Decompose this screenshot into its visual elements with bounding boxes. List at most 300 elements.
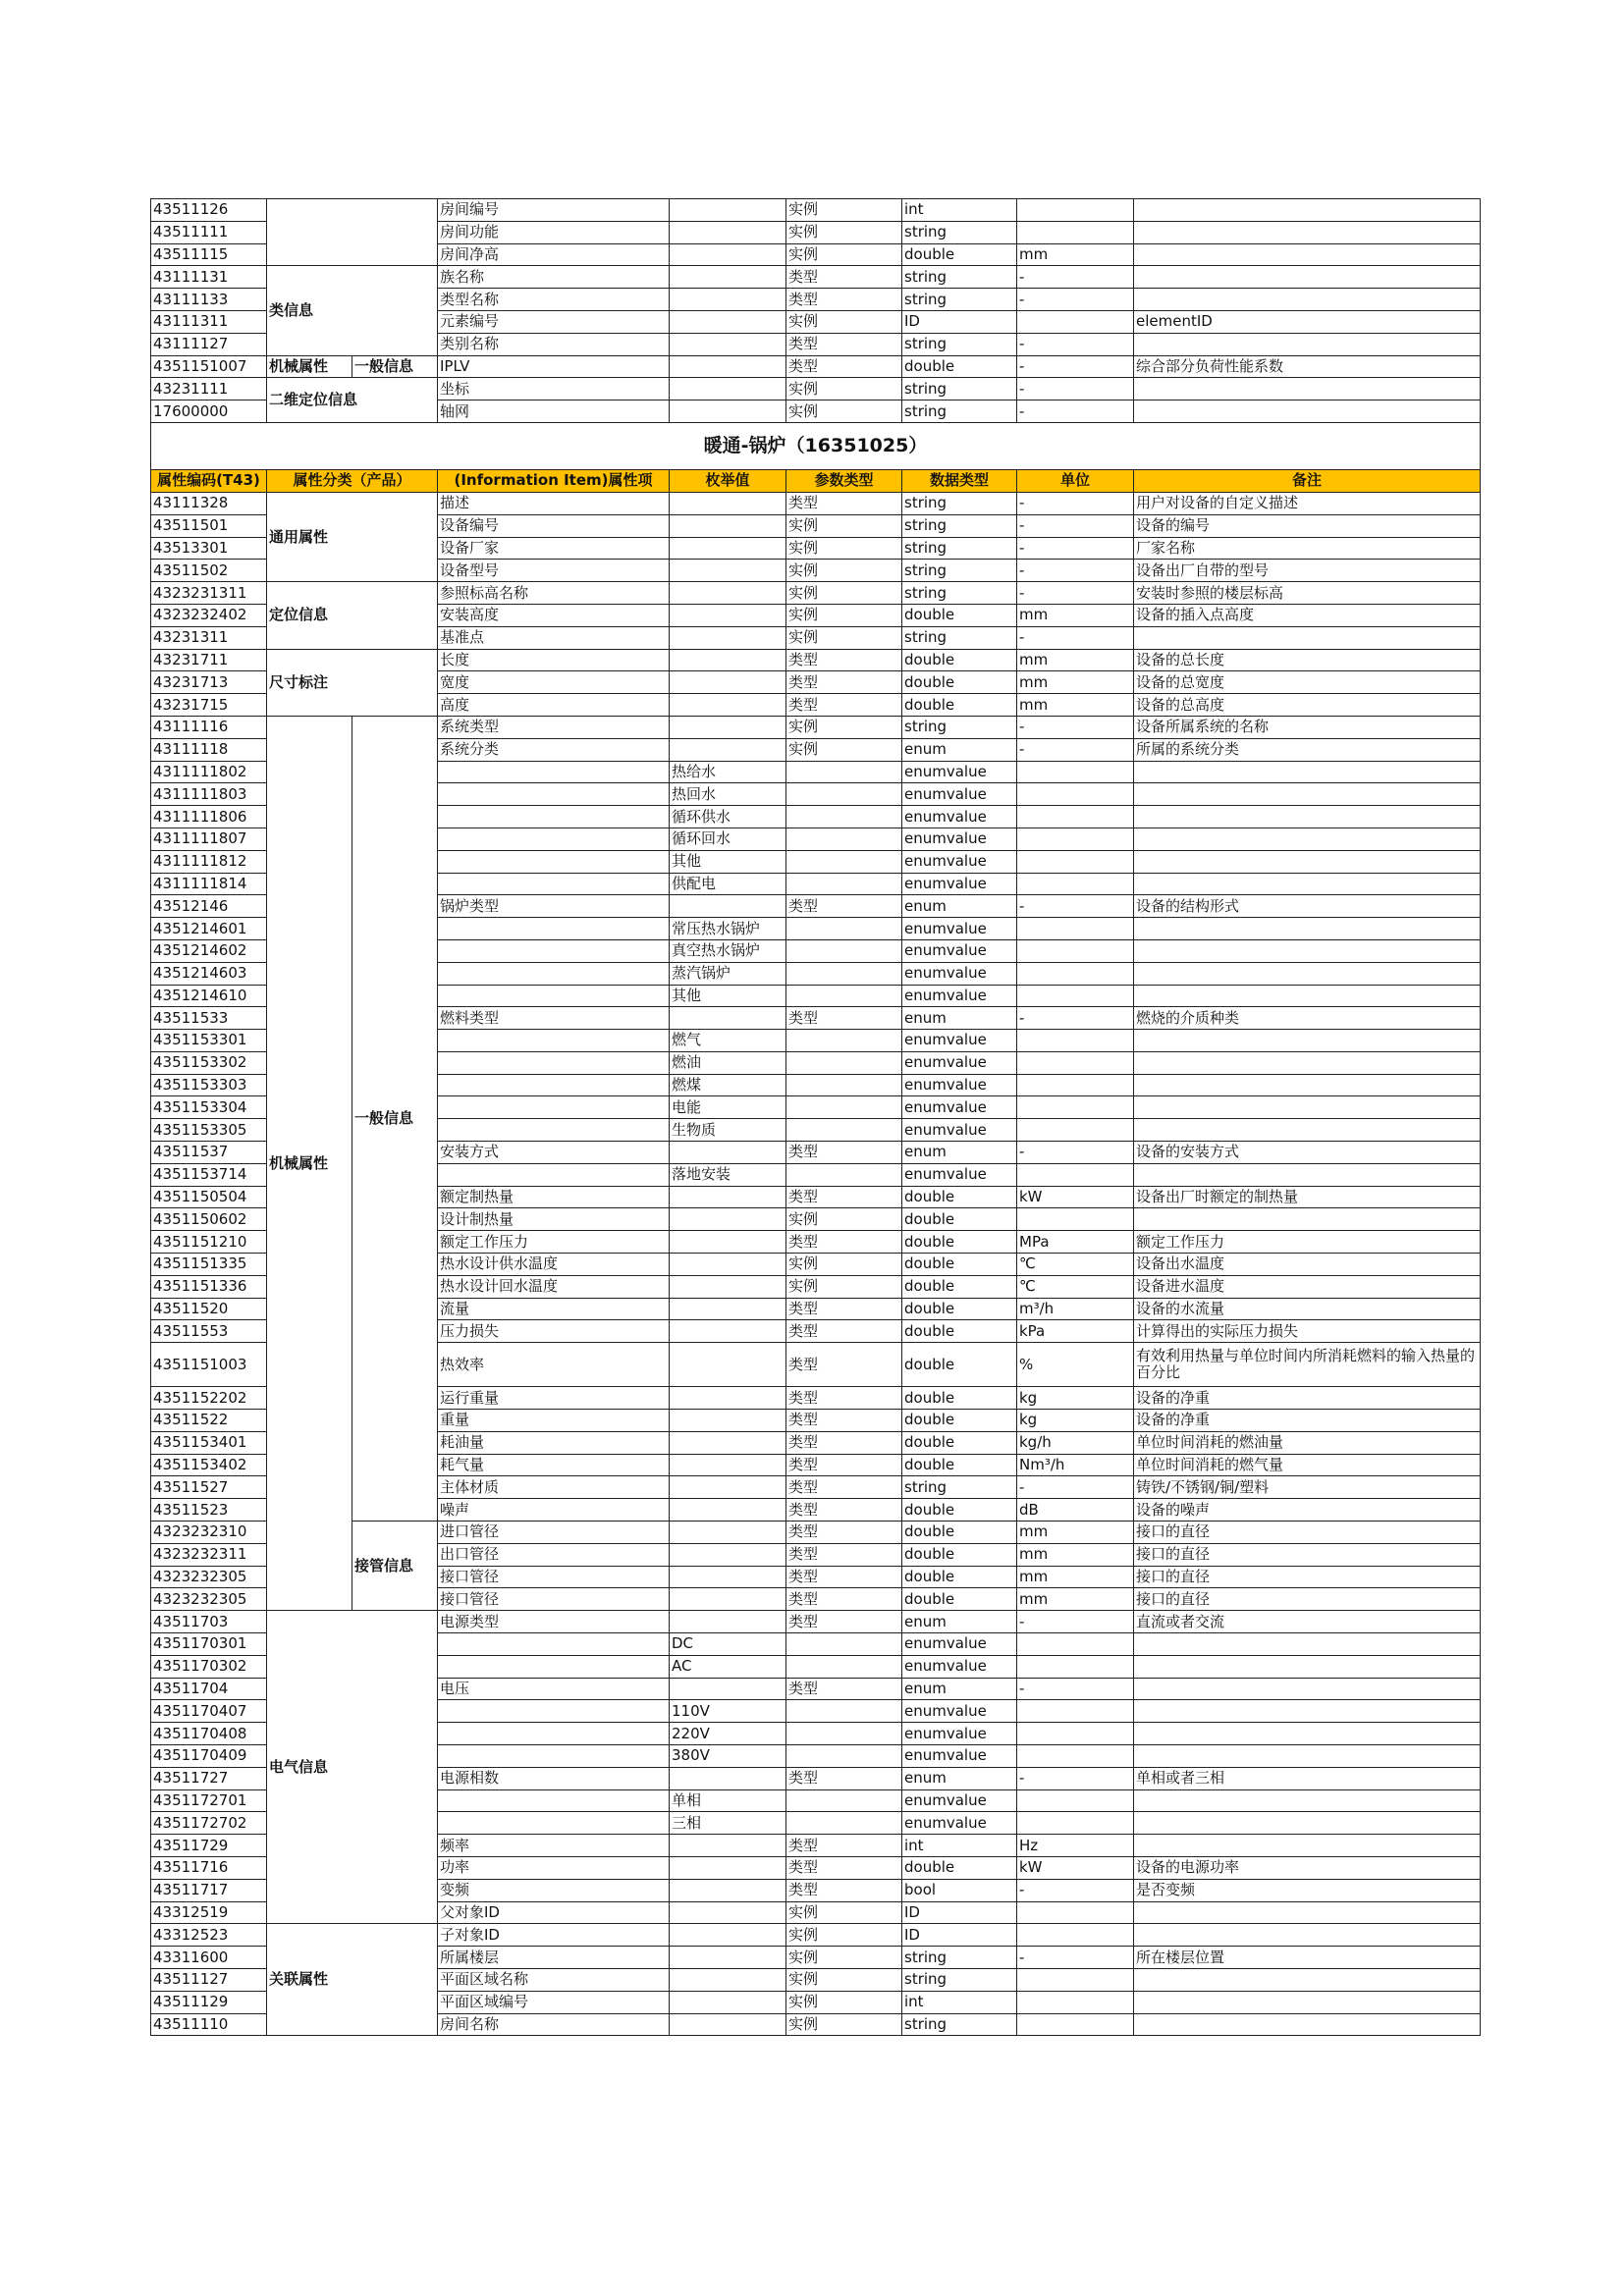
data-type-cell: enumvalue <box>902 1723 1017 1745</box>
data-type-cell: double <box>902 1543 1017 1566</box>
parameter-type-cell: 实例 <box>786 310 902 333</box>
parameter-type-cell: 类型 <box>786 694 902 717</box>
information-item-cell: 频率 <box>438 1835 670 1857</box>
information-item-cell: 基准点 <box>438 626 670 649</box>
enum-value-cell: 真空热水锅炉 <box>670 939 786 962</box>
attribute-code-cell: 43111118 <box>151 738 267 761</box>
data-type-cell: double <box>902 1410 1017 1432</box>
parameter-type-cell: 类型 <box>786 1343 902 1387</box>
parameter-type-cell <box>786 1655 902 1678</box>
remark-cell: 设备的净重 <box>1134 1410 1481 1432</box>
parameter-type-cell: 类型 <box>786 1767 902 1789</box>
information-item-cell: 族名称 <box>438 266 670 289</box>
remark-cell: 设备的插入点高度 <box>1134 604 1481 626</box>
unit-cell <box>1017 783 1134 806</box>
attribute-code-cell: 4351214603 <box>151 962 267 985</box>
unit-cell: - <box>1017 492 1134 514</box>
parameter-type-cell: 类型 <box>786 1522 902 1544</box>
data-type-cell: double <box>902 355 1017 378</box>
enum-value-cell: AC <box>670 1655 786 1678</box>
enum-value-cell <box>670 2013 786 2036</box>
information-item-cell: 描述 <box>438 492 670 514</box>
remark-cell <box>1134 1051 1481 1074</box>
parameter-type-cell <box>786 962 902 985</box>
enum-value-cell <box>670 1924 786 1947</box>
attribute-code-cell: 4351153301 <box>151 1030 267 1052</box>
remark-cell <box>1134 199 1481 222</box>
parameter-type-cell: 类型 <box>786 1387 902 1410</box>
remark-cell: 所属的系统分类 <box>1134 738 1481 761</box>
remark-cell <box>1134 1119 1481 1142</box>
attribute-code-cell: 4351151007 <box>151 355 267 378</box>
information-item-cell: 出口管径 <box>438 1543 670 1566</box>
header-row <box>151 469 1481 492</box>
remark-cell: 接口的直径 <box>1134 1543 1481 1566</box>
unit-cell <box>1017 2013 1134 2036</box>
information-item-cell: 电源相数 <box>438 1767 670 1789</box>
attribute-code-cell: 4311111802 <box>151 761 267 783</box>
enum-value-cell <box>670 1186 786 1208</box>
data-type-cell: string <box>902 400 1017 423</box>
parameter-type-cell: 实例 <box>786 1901 902 1924</box>
parameter-type-cell <box>786 1633 902 1656</box>
enum-value-cell <box>670 289 786 311</box>
parameter-type-cell <box>786 850 902 873</box>
parameter-type-cell: 类型 <box>786 1410 902 1432</box>
parameter-type-cell: 实例 <box>786 1968 902 1991</box>
information-item-cell: 重量 <box>438 1410 670 1432</box>
attribute-code-cell: 43511704 <box>151 1678 267 1700</box>
attribute-code-cell: 43111116 <box>151 716 267 738</box>
table-row <box>151 716 1481 738</box>
attribute-code-cell: 43511727 <box>151 1767 267 1789</box>
section-title-row <box>151 422 1481 469</box>
enum-value-cell <box>670 1901 786 1924</box>
remark-cell <box>1134 400 1481 423</box>
information-item-cell <box>438 806 670 828</box>
table-row <box>151 355 1481 378</box>
remark-cell: 安装时参照的楼层标高 <box>1134 582 1481 605</box>
unit-cell: ℃ <box>1017 1275 1134 1298</box>
enum-value-cell: 落地安装 <box>670 1163 786 1186</box>
information-item-cell: 主体材质 <box>438 1476 670 1499</box>
information-item-cell: 高度 <box>438 694 670 717</box>
data-type-cell: enumvalue <box>902 1163 1017 1186</box>
unit-cell <box>1017 1051 1134 1074</box>
parameter-type-cell: 实例 <box>786 537 902 560</box>
enum-value-cell <box>670 1454 786 1476</box>
information-item-cell: 接口管径 <box>438 1566 670 1588</box>
unit-cell: ℃ <box>1017 1254 1134 1276</box>
enum-value-cell <box>670 1431 786 1454</box>
unit-cell <box>1017 1655 1134 1678</box>
attribute-code-cell: 4351214610 <box>151 985 267 1007</box>
subgroup-pipe-connection: 接管信息 <box>352 1522 438 1611</box>
information-item-cell: 功率 <box>438 1856 670 1879</box>
data-type-cell: enumvalue <box>902 783 1017 806</box>
attribute-code-cell: 43511553 <box>151 1320 267 1343</box>
unit-cell <box>1017 1789 1134 1812</box>
enum-value-cell <box>670 1835 786 1857</box>
remark-cell <box>1134 918 1481 940</box>
enum-value-cell: 燃气 <box>670 1030 786 1052</box>
data-type-cell: enumvalue <box>902 962 1017 985</box>
remark-cell <box>1134 1835 1481 1857</box>
information-item-cell <box>438 1074 670 1096</box>
data-type-cell: string <box>902 1947 1017 1969</box>
data-type-cell: int <box>902 199 1017 222</box>
data-type-cell: double <box>902 1566 1017 1588</box>
parameter-type-cell: 类型 <box>786 1431 902 1454</box>
information-item-cell <box>438 761 670 783</box>
attribute-code-cell: 43511523 <box>151 1499 267 1522</box>
data-type-cell: double <box>902 1499 1017 1522</box>
attribute-code-cell: 4351214601 <box>151 918 267 940</box>
parameter-type-cell: 实例 <box>786 1924 902 1947</box>
data-type-cell: ID <box>902 1924 1017 1947</box>
remark-cell: 设备出厂自带的型号 <box>1134 560 1481 582</box>
information-item-cell <box>438 939 670 962</box>
enum-value-cell <box>670 400 786 423</box>
enum-value-cell: 燃煤 <box>670 1074 786 1096</box>
unit-cell: kW <box>1017 1186 1134 1208</box>
attribute-code-cell: 43511729 <box>151 1835 267 1857</box>
information-item-cell: 平面区域名称 <box>438 1968 670 1991</box>
unit-cell: mm <box>1017 1566 1134 1588</box>
group-location-info: 定位信息 <box>267 582 438 649</box>
remark-cell <box>1134 1924 1481 1947</box>
enum-value-cell: 供配电 <box>670 873 786 895</box>
enum-value-cell <box>670 355 786 378</box>
enum-value-cell <box>670 1968 786 1991</box>
remark-cell <box>1134 1655 1481 1678</box>
enum-value-cell <box>670 378 786 400</box>
header-column: 备注 <box>1134 469 1481 492</box>
information-item-cell: 元素编号 <box>438 310 670 333</box>
enum-value-cell <box>670 1991 786 2013</box>
parameter-type-cell: 实例 <box>786 1208 902 1231</box>
parameter-type-cell <box>786 1700 902 1723</box>
remark-cell <box>1134 1745 1481 1768</box>
attribute-code-cell: 4323232305 <box>151 1566 267 1588</box>
information-item-cell: 房间名称 <box>438 2013 670 2036</box>
information-item-cell: 设计制热量 <box>438 1208 670 1231</box>
data-type-cell: enumvalue <box>902 1051 1017 1074</box>
information-item-cell: 进口管径 <box>438 1522 670 1544</box>
information-item-cell: IPLV <box>438 355 670 378</box>
parameter-type-cell: 实例 <box>786 626 902 649</box>
table-row <box>151 199 1481 222</box>
parameter-type-cell: 类型 <box>786 333 902 355</box>
parameter-type-cell <box>786 1096 902 1119</box>
enum-value-cell <box>670 310 786 333</box>
parameter-type-cell: 类型 <box>786 1007 902 1030</box>
attribute-code-cell: 4351170407 <box>151 1700 267 1723</box>
information-item-cell <box>438 985 670 1007</box>
remark-cell <box>1134 1074 1481 1096</box>
enum-value-cell <box>670 514 786 537</box>
unit-cell: - <box>1017 1476 1134 1499</box>
information-item-cell <box>438 1745 670 1768</box>
remark-cell: 设备的水流量 <box>1134 1298 1481 1320</box>
remark-cell <box>1134 1723 1481 1745</box>
unit-cell <box>1017 1745 1134 1768</box>
attribute-code-cell: 43231711 <box>151 649 267 671</box>
unit-cell: Hz <box>1017 1835 1134 1857</box>
data-type-cell: double <box>902 243 1017 266</box>
data-type-cell: int <box>902 1835 1017 1857</box>
unit-cell <box>1017 221 1134 243</box>
unit-cell: - <box>1017 378 1134 400</box>
information-item-cell <box>438 783 670 806</box>
information-item-cell <box>438 873 670 895</box>
remark-cell: 设备所属系统的名称 <box>1134 716 1481 738</box>
attribute-code-cell: 4323232310 <box>151 1522 267 1544</box>
remark-cell: 设备出水温度 <box>1134 1254 1481 1276</box>
data-type-cell: enumvalue <box>902 1789 1017 1812</box>
attribute-code-cell: 43511533 <box>151 1007 267 1030</box>
header-column: 单位 <box>1017 469 1134 492</box>
data-type-cell: double <box>902 1208 1017 1231</box>
parameter-type-cell: 实例 <box>786 1991 902 2013</box>
enum-value-cell <box>670 694 786 717</box>
unit-cell <box>1017 806 1134 828</box>
parameter-type-cell: 实例 <box>786 378 902 400</box>
remark-cell: 所在楼层位置 <box>1134 1947 1481 1969</box>
data-type-cell: enum <box>902 1142 1017 1164</box>
remark-cell <box>1134 1700 1481 1723</box>
unit-cell <box>1017 1119 1134 1142</box>
remark-cell <box>1134 1991 1481 2013</box>
unit-cell: mm <box>1017 604 1134 626</box>
remark-cell: 设备出厂时额定的制热量 <box>1134 1186 1481 1208</box>
unit-cell: - <box>1017 333 1134 355</box>
data-type-cell: enum <box>902 1611 1017 1633</box>
data-type-cell: enumvalue <box>902 939 1017 962</box>
data-type-cell: string <box>902 582 1017 605</box>
information-item-cell: 耗气量 <box>438 1454 670 1476</box>
information-item-cell: 所属楼层 <box>438 1947 670 1969</box>
information-item-cell <box>438 1096 670 1119</box>
enum-value-cell <box>670 1387 786 1410</box>
remark-cell <box>1134 1901 1481 1924</box>
unit-cell: mm <box>1017 1588 1134 1611</box>
enum-value-cell <box>670 738 786 761</box>
parameter-type-cell: 实例 <box>786 560 902 582</box>
unit-cell <box>1017 1633 1134 1656</box>
parameter-type-cell: 类型 <box>786 1476 902 1499</box>
remark-cell <box>1134 1096 1481 1119</box>
data-type-cell: string <box>902 2013 1017 2036</box>
remark-cell: 厂家名称 <box>1134 537 1481 560</box>
parameter-type-cell <box>786 828 902 850</box>
unit-cell: - <box>1017 289 1134 311</box>
unit-cell: kPa <box>1017 1320 1134 1343</box>
enum-value-cell <box>670 1499 786 1522</box>
unit-cell <box>1017 1030 1134 1052</box>
information-item-cell: 变频 <box>438 1879 670 1901</box>
attribute-code-cell: 43513301 <box>151 537 267 560</box>
enum-value-cell: 其他 <box>670 850 786 873</box>
parameter-type-cell <box>786 1723 902 1745</box>
data-type-cell: enumvalue <box>902 1633 1017 1656</box>
empty-group-cell <box>267 199 438 266</box>
remark-cell: 设备的总宽度 <box>1134 671 1481 694</box>
attribute-code-cell: 4311111814 <box>151 873 267 895</box>
remark-cell <box>1134 1030 1481 1052</box>
remark-cell: 单相或者三相 <box>1134 1767 1481 1789</box>
information-item-cell: 热效率 <box>438 1343 670 1387</box>
parameter-type-cell <box>786 1074 902 1096</box>
unit-cell <box>1017 850 1134 873</box>
parameter-type-cell: 实例 <box>786 604 902 626</box>
information-item-cell: 压力损失 <box>438 1320 670 1343</box>
attribute-code-cell: 4351170409 <box>151 1745 267 1768</box>
information-item-cell: 运行重量 <box>438 1387 670 1410</box>
parameter-type-cell: 类型 <box>786 1879 902 1901</box>
information-item-cell: 房间编号 <box>438 199 670 222</box>
parameter-type-cell <box>786 1030 902 1052</box>
unit-cell <box>1017 1163 1134 1186</box>
enum-value-cell <box>670 1522 786 1544</box>
data-type-cell: double <box>902 671 1017 694</box>
enum-value-cell: 220V <box>670 1723 786 1745</box>
data-type-cell: double <box>902 1431 1017 1454</box>
remark-cell <box>1134 1163 1481 1186</box>
attribute-code-cell: 43231715 <box>151 694 267 717</box>
remark-cell <box>1134 626 1481 649</box>
unit-cell: % <box>1017 1343 1134 1387</box>
data-type-cell: double <box>902 649 1017 671</box>
data-type-cell: enumvalue <box>902 1812 1017 1835</box>
parameter-type-cell: 类型 <box>786 1454 902 1476</box>
attribute-code-cell: 43231713 <box>151 671 267 694</box>
parameter-type-cell: 类型 <box>786 671 902 694</box>
information-item-cell: 额定制热量 <box>438 1186 670 1208</box>
information-item-cell: 耗油量 <box>438 1431 670 1454</box>
header-column: 数据类型 <box>902 469 1017 492</box>
parameter-type-cell: 实例 <box>786 1254 902 1276</box>
data-type-cell: ID <box>902 310 1017 333</box>
remark-cell: 是否变频 <box>1134 1879 1481 1901</box>
information-item-cell <box>438 918 670 940</box>
unit-cell: - <box>1017 582 1134 605</box>
remark-cell: 接口的直径 <box>1134 1588 1481 1611</box>
unit-cell: mm <box>1017 243 1134 266</box>
remark-cell: 有效利用热量与单位时间内所消耗燃料的输入热量的百分比 <box>1134 1343 1481 1387</box>
information-item-cell: 安装高度 <box>438 604 670 626</box>
enum-value-cell <box>670 1678 786 1700</box>
unit-cell: - <box>1017 895 1134 918</box>
enum-value-cell <box>670 1254 786 1276</box>
attribute-code-cell: 43511717 <box>151 1879 267 1901</box>
unit-cell <box>1017 985 1134 1007</box>
remark-cell <box>1134 378 1481 400</box>
information-item-cell: 锅炉类型 <box>438 895 670 918</box>
data-type-cell: string <box>902 333 1017 355</box>
parameter-type-cell: 实例 <box>786 243 902 266</box>
information-item-cell: 噪声 <box>438 1499 670 1522</box>
parameter-type-cell: 类型 <box>786 1499 902 1522</box>
attribute-code-cell: 4311111812 <box>151 850 267 873</box>
parameter-type-cell <box>786 918 902 940</box>
parameter-type-cell: 实例 <box>786 514 902 537</box>
unit-cell <box>1017 1096 1134 1119</box>
attribute-code-cell: 43511703 <box>151 1611 267 1633</box>
enum-value-cell <box>670 537 786 560</box>
enum-value-cell <box>670 1298 786 1320</box>
attribute-code-cell: 43511127 <box>151 1968 267 1991</box>
remark-cell <box>1134 1968 1481 1991</box>
unit-cell: mm <box>1017 694 1134 717</box>
attribute-code-cell: 43511126 <box>151 199 267 222</box>
header-property-category: 属性分类（产品） <box>267 469 438 492</box>
remark-cell: 设备的总长度 <box>1134 649 1481 671</box>
attribute-code-cell: 4351170302 <box>151 1655 267 1678</box>
information-item-cell: 长度 <box>438 649 670 671</box>
attribute-code-cell: 4351153401 <box>151 1431 267 1454</box>
parameter-type-cell <box>786 783 902 806</box>
enum-value-cell: 循环供水 <box>670 806 786 828</box>
parameter-type-cell: 实例 <box>786 1947 902 1969</box>
enum-value-cell: 生物质 <box>670 1119 786 1142</box>
data-type-cell: string <box>902 221 1017 243</box>
attribute-code-cell: 4351170408 <box>151 1723 267 1745</box>
enum-value-cell: 三相 <box>670 1812 786 1835</box>
attribute-code-cell: 4323232402 <box>151 604 267 626</box>
unit-cell: - <box>1017 1767 1134 1789</box>
group-mechanical: 机械属性 <box>267 355 352 378</box>
unit-cell <box>1017 1901 1134 1924</box>
data-type-cell: double <box>902 1231 1017 1254</box>
data-type-cell: enumvalue <box>902 985 1017 1007</box>
attribute-code-cell: 43111328 <box>151 492 267 514</box>
parameter-type-cell: 实例 <box>786 199 902 222</box>
enum-value-cell <box>670 1566 786 1588</box>
data-type-cell: double <box>902 1588 1017 1611</box>
information-item-cell: 流量 <box>438 1298 670 1320</box>
parameter-type-cell <box>786 1745 902 1768</box>
unit-cell <box>1017 873 1134 895</box>
table-row <box>151 1924 1481 1947</box>
remark-cell <box>1134 1789 1481 1812</box>
information-item-cell: 参照标高名称 <box>438 582 670 605</box>
information-item-cell: 房间净高 <box>438 243 670 266</box>
data-type-cell: double <box>902 1254 1017 1276</box>
unit-cell: - <box>1017 537 1134 560</box>
information-item-cell: 额定工作压力 <box>438 1231 670 1254</box>
data-type-cell: double <box>902 694 1017 717</box>
attribute-code-cell: 4351151335 <box>151 1254 267 1276</box>
header-column: 枚举值 <box>670 469 786 492</box>
remark-cell <box>1134 783 1481 806</box>
enum-value-cell: 热回水 <box>670 783 786 806</box>
attribute-code-cell: 4311111803 <box>151 783 267 806</box>
data-type-cell: enum <box>902 1007 1017 1030</box>
data-type-cell: string <box>902 537 1017 560</box>
attribute-code-cell: 43511115 <box>151 243 267 266</box>
enum-value-cell: 其他 <box>670 985 786 1007</box>
unit-cell <box>1017 918 1134 940</box>
enum-value-cell <box>670 1007 786 1030</box>
group-dimension: 尺寸标注 <box>267 649 438 716</box>
remark-cell <box>1134 828 1481 850</box>
parameter-type-cell: 类型 <box>786 1588 902 1611</box>
remark-cell: 设备的净重 <box>1134 1387 1481 1410</box>
enum-value-cell <box>670 199 786 222</box>
information-item-cell: 坐标 <box>438 378 670 400</box>
parameter-type-cell <box>786 939 902 962</box>
